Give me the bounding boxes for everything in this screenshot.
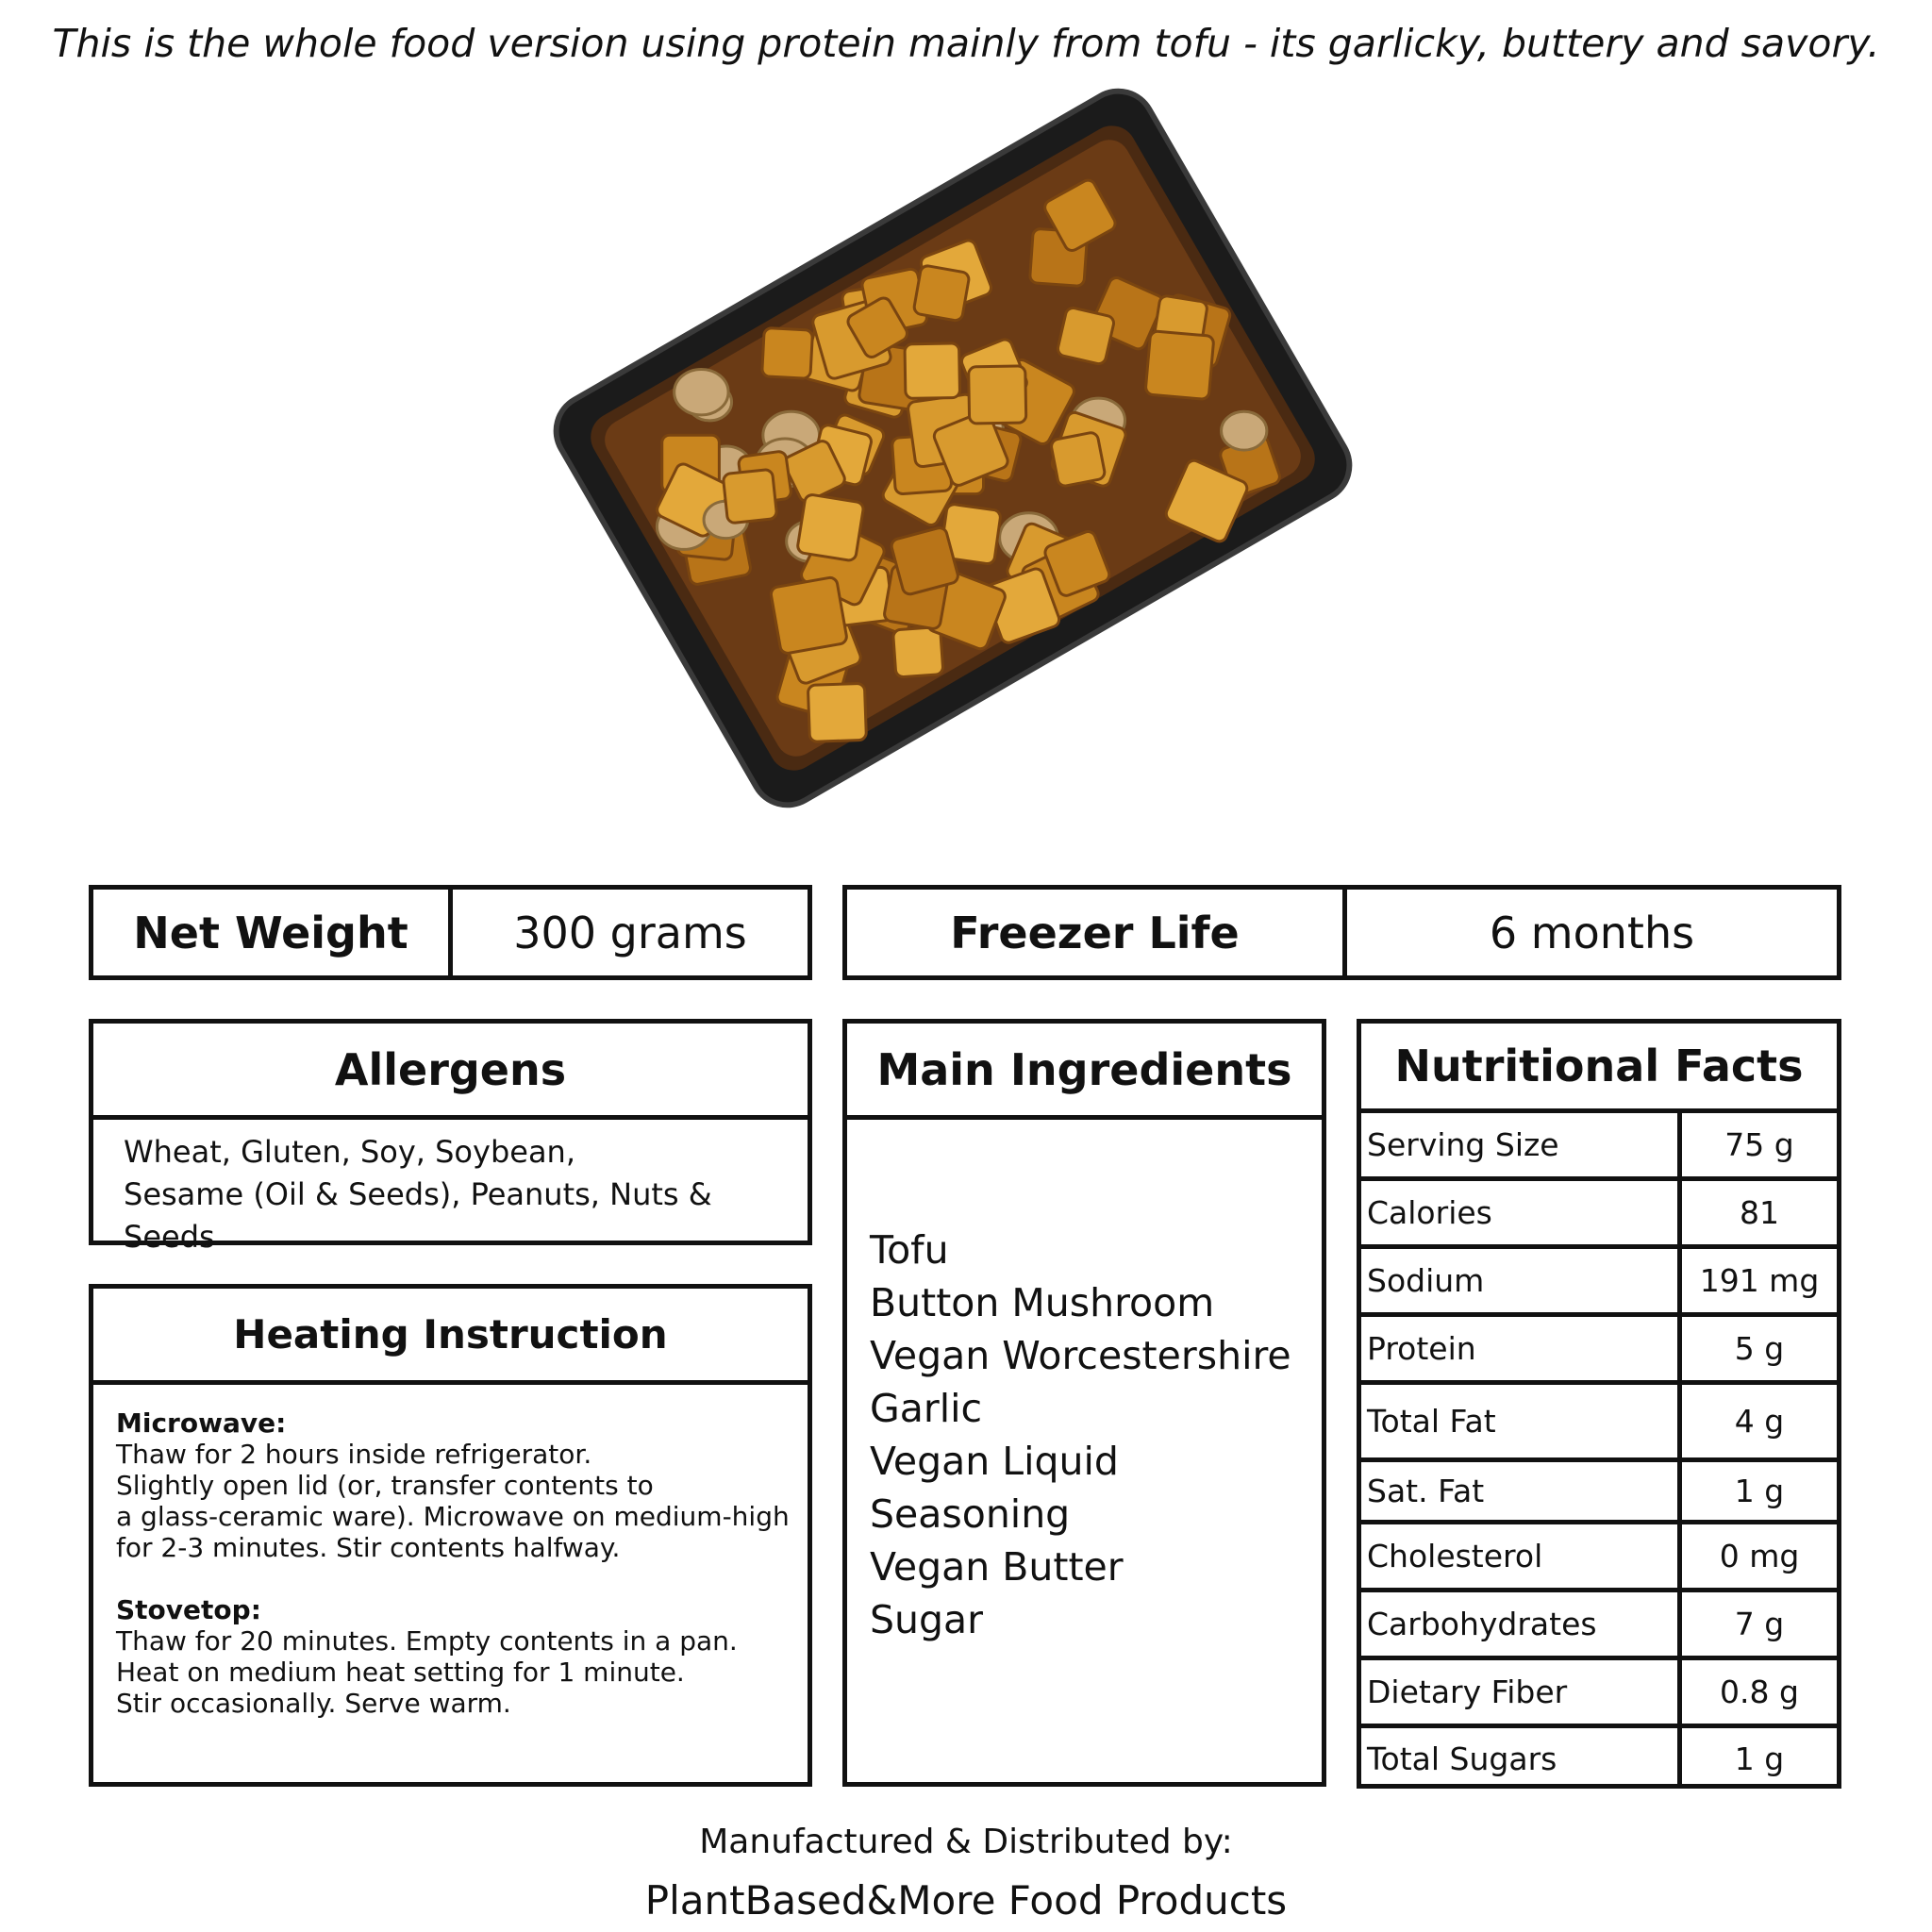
tofu-cube xyxy=(892,626,943,677)
tofu-cube xyxy=(808,683,866,741)
heating-box xyxy=(89,1284,812,1787)
ingredient-item: Vegan Butter xyxy=(870,1544,1124,1590)
allergens-title: Allergens xyxy=(93,1024,808,1120)
tofu-cube xyxy=(723,469,777,524)
allergens-line-1: Wheat, Gluten, Soy, Soybean, xyxy=(124,1134,575,1170)
ingredients-box xyxy=(842,1019,1326,1787)
nutrition-row-sodium xyxy=(1361,1244,1837,1312)
nutrition-label: Dietary Fiber xyxy=(1367,1674,1568,1710)
allergens-text xyxy=(124,1131,808,1258)
nutrition-value: 7 g xyxy=(1677,1592,1837,1656)
nutrition-box xyxy=(1357,1019,1841,1789)
ingredient-item: Vegan Worcestershire xyxy=(870,1333,1291,1378)
ingredient-item: Garlic xyxy=(870,1386,983,1431)
allergens-box xyxy=(89,1019,812,1255)
nutrition-row-dietary-fiber xyxy=(1361,1656,1837,1724)
heating-title: Heating Instruction xyxy=(93,1289,808,1385)
ingredient-item: Button Mushroom xyxy=(870,1280,1215,1325)
nutrition-row-serving-size xyxy=(1361,1108,1837,1176)
nutrition-label: Serving Size xyxy=(1367,1126,1559,1163)
tofu-cube xyxy=(1145,331,1214,400)
net-weight-box xyxy=(89,885,812,980)
manufacturer-line: Manufactured & Distributed by: xyxy=(699,1823,1233,1861)
stovetop-line: Thaw for 20 minutes. Empty contents in a pan. xyxy=(116,1625,738,1657)
nutrition-label: Carbohydrates xyxy=(1367,1606,1597,1642)
microwave-line: a glass-ceramic ware). Microwave on medium-high xyxy=(116,1501,790,1532)
nutrition-value: 191 mg xyxy=(1677,1249,1837,1312)
net-weight-label: Net Weight xyxy=(93,890,453,975)
ingredients-title: Main Ingredients xyxy=(847,1024,1322,1120)
tofu-cube xyxy=(969,366,1026,424)
tofu-cube xyxy=(797,493,865,561)
stovetop-heading: Stovetop: xyxy=(116,1594,261,1625)
allergens-line-2: Sesame (Oil & Seeds), Peanuts, Nuts & Seeds xyxy=(124,1176,712,1255)
nutrition-row-protein xyxy=(1361,1312,1837,1380)
tofu-cube xyxy=(905,343,960,399)
tagline: This is the whole food version using protein mainly from tofu - its garlicky, buttery and savory. xyxy=(52,21,1880,66)
nutrition-value: 75 g xyxy=(1677,1113,1837,1176)
microwave-heading: Microwave: xyxy=(116,1407,287,1439)
ingredient-item: Tofu xyxy=(870,1227,949,1273)
nutrition-value: 4 g xyxy=(1677,1385,1837,1457)
nutrition-label: Sat. Fat xyxy=(1367,1473,1485,1509)
nutrition-value: 1 g xyxy=(1677,1728,1837,1789)
tofu-cube xyxy=(913,265,970,322)
food-tray-photo xyxy=(528,85,1377,840)
nutrition-value: 0.8 g xyxy=(1677,1660,1837,1724)
nutrition-row-carbohydrates xyxy=(1361,1588,1837,1656)
tofu-cube xyxy=(770,576,847,654)
nutrition-label: Total Fat xyxy=(1367,1403,1496,1440)
net-weight-value: 300 grams xyxy=(513,907,747,958)
nutrition-label: Total Sugars xyxy=(1367,1740,1557,1777)
ingredients-list xyxy=(870,1224,1322,1646)
tofu-cube xyxy=(1057,307,1115,365)
nutrition-row-total-fat xyxy=(1361,1380,1837,1457)
nutrition-row-cholesterol xyxy=(1361,1520,1837,1588)
nutrition-label: Cholesterol xyxy=(1367,1538,1543,1574)
mushroom-piece xyxy=(675,369,728,414)
freezer-life-box xyxy=(842,885,1841,980)
nutrition-value: 1 g xyxy=(1677,1462,1837,1520)
nutrition-row-calories xyxy=(1361,1176,1837,1244)
stovetop-line: Heat on medium heat setting for 1 minute. xyxy=(116,1657,685,1688)
ingredient-item: Sugar xyxy=(870,1597,984,1642)
microwave-line: for 2-3 minutes. Stir contents halfway. xyxy=(116,1532,621,1563)
nutrition-row-total-sugars xyxy=(1361,1724,1837,1789)
nutrition-label: Sodium xyxy=(1367,1262,1485,1299)
stovetop-line: Stir occasionally. Serve warm. xyxy=(116,1688,511,1719)
nutrition-value: 81 xyxy=(1677,1181,1837,1244)
nutrition-row-sat-fat xyxy=(1361,1457,1837,1520)
manufacturer-name: PlantBased&More Food Products xyxy=(644,1877,1288,1924)
mushroom-piece xyxy=(1222,411,1267,450)
nutrition-label: Protein xyxy=(1367,1330,1476,1367)
microwave-line: Slightly open lid (or, transfer contents to xyxy=(116,1470,654,1501)
nutrition-title: Nutritional Facts xyxy=(1394,1041,1804,1091)
freezer-life-label: Freezer Life xyxy=(847,890,1347,975)
freezer-life-value: 6 months xyxy=(1489,907,1695,958)
ingredient-item: Vegan Liquid Seasoning xyxy=(870,1439,1119,1537)
tofu-cube xyxy=(1050,431,1106,487)
heating-text xyxy=(116,1407,798,1719)
nutrition-value: 5 g xyxy=(1677,1317,1837,1380)
nutrition-value: 0 mg xyxy=(1677,1524,1837,1588)
microwave-line: Thaw for 2 hours inside refrigerator. xyxy=(116,1439,592,1470)
tofu-cube xyxy=(762,327,813,378)
nutrition-label: Calories xyxy=(1367,1194,1492,1231)
